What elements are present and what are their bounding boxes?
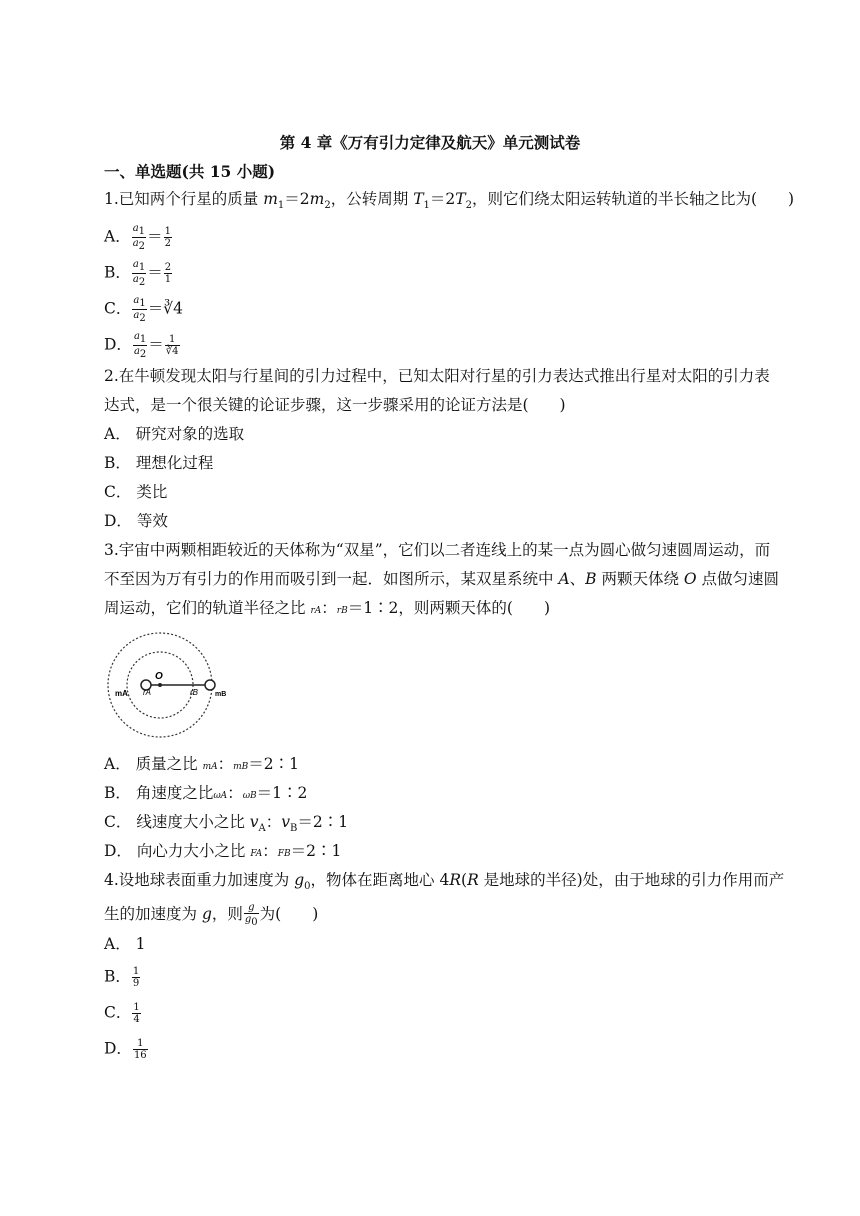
question-1-option-c: C． $\frac{a_1}{a_2}$ ＝∛4 bbox=[104, 295, 183, 324]
question-2-option-c: C． 类比 bbox=[104, 483, 168, 501]
question-2-stem-line-2: 达式，是一个很关键的论证步骤，这一步骤采用的论证方法是( ) bbox=[104, 396, 566, 414]
question-1-option-d: D． $\frac{a_1}{a_2}$ ＝ $\frac{1}{∛4}$ bbox=[104, 331, 179, 360]
question-4-option-b: B． $\frac{1}{9}$ bbox=[104, 966, 140, 989]
question-1-stem: 1.已知两个行星的质量 $m_1=2m_2$，公转周期 $T_1=2T_2$，则它们绕太阳运转轨道的半长轴之比为( ) bbox=[104, 190, 795, 212]
question-1-option-b: B． $\frac{a_1}{a_2}$ ＝ $\frac{2}{1}$ bbox=[104, 259, 172, 288]
question-1-option-a: A． $\frac{a_1}{a_2}$ ＝ $\frac{1}{2}$ bbox=[104, 223, 171, 252]
star-b bbox=[205, 680, 215, 690]
question-3-option-d: D． 向心力大小之比 FA：FB＝2∶1 bbox=[104, 842, 342, 860]
question-4-option-c: C． $\frac{1}{4}$ bbox=[104, 1002, 140, 1025]
question-3-option-b: B． 角速度之比ωA：ωB＝1∶2 bbox=[104, 784, 308, 802]
question-3-stem-line-2: 不至因为万有引力的作用而吸引到一起．如图所示，某双星系统中 A、B 两颗天体绕 O 点做匀速圆 bbox=[104, 570, 780, 588]
question-3-option-c: C． 线速度大小之比 $v_A$：$v_B=2∶1$ bbox=[104, 813, 349, 835]
section-heading: 一、单选题(共 15 小题) bbox=[104, 162, 276, 181]
radius-a-label: rA bbox=[143, 688, 151, 697]
binary-star-figure bbox=[104, 628, 227, 738]
question-2-stem-line-1: 2.在牛顿发现太阳与行星间的引力过程中，已知太阳对行星的引力表达式推出行星对太阳的引力表 bbox=[104, 367, 770, 385]
mass-b-label: mB bbox=[215, 691, 227, 698]
question-2-option-b: B． 理想化过程 bbox=[104, 454, 214, 472]
question-2-option-d: D． 等效 bbox=[104, 512, 168, 530]
question-4-stem-line-1: 4.设地球表面重力加速度为 $g_0$，物体在距离地心 4R(R 是地球的半径)处，由于地球的引力作用而产 bbox=[104, 871, 785, 893]
question-2-option-a: A． 研究对象的选取 bbox=[104, 425, 245, 443]
question-4-stem-line-2: 生的加速度为 g，则 $\frac{g}{g_0}$ 为( ) bbox=[104, 902, 319, 928]
mass-a-label: mA bbox=[115, 689, 128, 698]
center-point bbox=[158, 683, 162, 687]
question-3-option-a: A． 质量之比 mA：mB＝2∶1 bbox=[104, 755, 300, 773]
page-title: 第 4 章《万有引力定律及航天》单元测试卷 bbox=[279, 133, 581, 152]
question-3-stem-line-3: 周运动，它们的轨道半径之比 rA：rB＝1∶2，则两颗天体的( ) bbox=[104, 599, 551, 617]
center-label: O bbox=[155, 671, 163, 682]
question-4-option-a: A． 1 bbox=[104, 935, 146, 953]
question-3-stem-line-1: 3.宇宙中两颗相距较近的天体称为“双星”，它们以二者连线上的某一点为圆心做匀速圆周运动，而 bbox=[104, 541, 771, 559]
radius-b-label: rB bbox=[190, 688, 198, 697]
question-4-option-d: D． $\frac{1}{16}$ bbox=[104, 1038, 147, 1061]
